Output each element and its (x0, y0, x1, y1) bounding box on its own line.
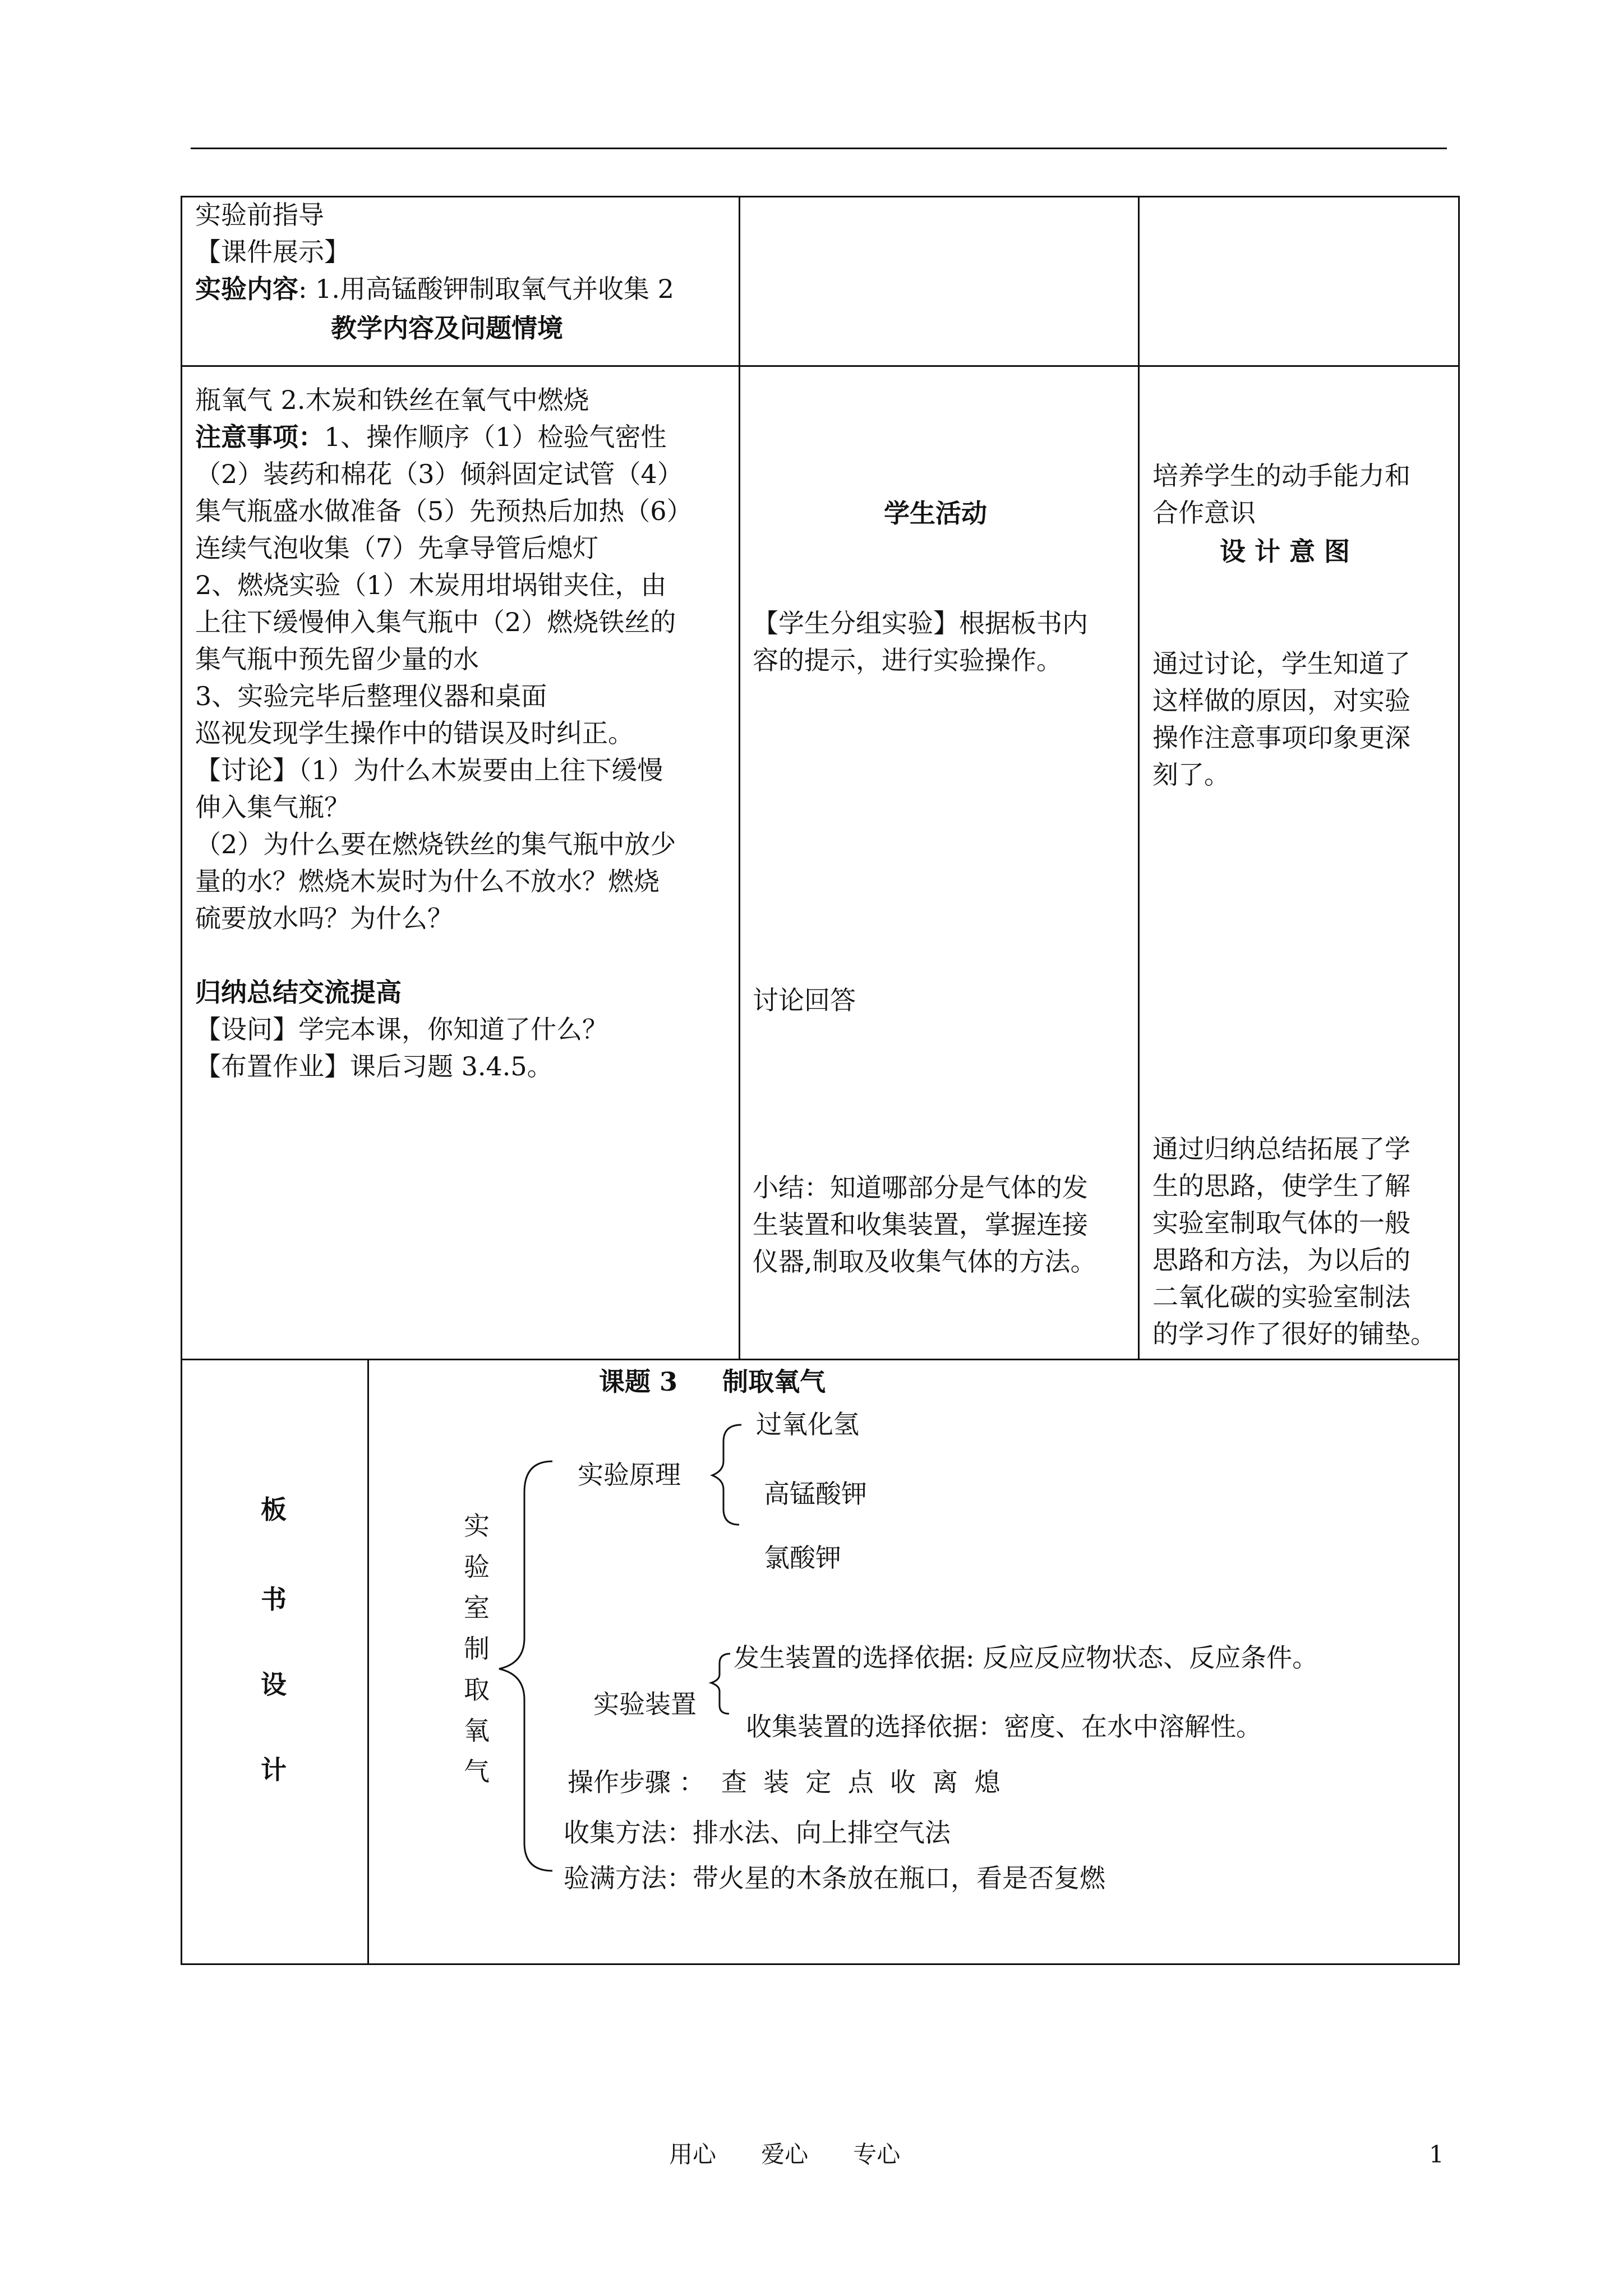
notes-line: 集气瓶盛水做准备（5）先预热后加热（6） (195, 496, 693, 526)
notes-line: 上往下缓慢伸入集气瓶中（2）燃烧铁丝的 (195, 607, 676, 637)
content-text: : 1.用高锰酸钾制取氧气并收集 2 (298, 274, 674, 304)
col2-header: 学生活动 (884, 498, 987, 528)
discuss-line: 刻了。 (1152, 760, 1230, 790)
intro-line: 培养学生的动手能力和 (1152, 461, 1410, 491)
summary-line: 仪器,制取及收集气体的方法。 (753, 1246, 1096, 1277)
row1-line-courseware: 【课件展示】 (195, 237, 350, 267)
full-check-line: 验满方法：带火星的木条放在瓶口，看是否复燃 (564, 1863, 1105, 1893)
discuss-line: 这样做的原因，对实验 (1152, 685, 1410, 716)
notes-label: 注意事项： (195, 422, 324, 452)
main-char: 实 (464, 1511, 490, 1541)
discussion-line: 【讨论】（1）为什么木炭要由上往下缓慢 (195, 755, 663, 785)
summary-line: 思路和方法，为以后的 (1152, 1245, 1410, 1275)
question-line: 【设问】学完本课，你知道了什么？ (195, 1014, 608, 1045)
page-number: 1 (1429, 2141, 1444, 2168)
content-label: 实验内容 (195, 274, 298, 304)
summary-line: 二氧化碳的实验室制法 (1152, 1282, 1410, 1312)
steps-line: 操作步骤 ： 查 装 定 点 收 离 熄 (568, 1767, 1000, 1797)
notes-line: 巡视发现学生操作中的错误及时纠正。 (195, 718, 634, 748)
discussion-line: 伸入集气瓶？ (195, 792, 350, 822)
summary-line: 的学习作了很好的铺垫。 (1152, 1319, 1436, 1349)
apparatus-label: 实验装置 (593, 1689, 697, 1719)
col3-header: 设 计 意 图 (1220, 536, 1350, 567)
principle-label: 实验原理 (578, 1460, 681, 1490)
notes-line: （2）装药和棉花（3）倾斜固定试管（4） (195, 459, 683, 489)
board-label-char: 设 (261, 1669, 287, 1700)
discussion-line: （2）为什么要在燃烧铁丝的集气瓶中放少 (195, 829, 676, 859)
notes-line: 连续气泡收集（7）先拿导管后熄灯 (195, 533, 599, 563)
notes-line: 集气瓶中预先留少量的水 (195, 644, 479, 674)
main-char: 氧 (464, 1715, 490, 1746)
main-char: 取 (464, 1674, 490, 1705)
principle-item: 氯酸钾 (764, 1543, 841, 1573)
activity-line: 【学生分组实验】根据板书内 (753, 608, 1088, 638)
apparatus-item: 发生装置的选择依据: 反应反应物状态、反应条件。 (734, 1642, 1318, 1673)
board-label-char: 书 (261, 1584, 287, 1614)
board-title: 课题 3 制取氧气 (599, 1366, 826, 1397)
collect-line: 收集方法：排水法、向上排空气法 (564, 1818, 951, 1848)
activity-line: 容的提示，进行实验操作。 (753, 645, 1062, 675)
summary-line: 实验室制取气体的一般 (1152, 1208, 1410, 1238)
summary-line: 小结：知道哪部分是气体的发 (753, 1172, 1088, 1203)
summary-line: 生装置和收集装置，掌握连接 (753, 1209, 1088, 1240)
principle-item: 过氧化氢 (756, 1409, 859, 1439)
board-label-char: 板 (261, 1494, 287, 1525)
row1-line-guidance: 实验前指导 (195, 200, 324, 230)
discuss-line: 操作注意事项印象更深 (1152, 723, 1410, 753)
principle-item: 高锰酸钾 (764, 1479, 867, 1509)
homework-line: 【布置作业】课后习题 3.4.5。 (195, 1051, 553, 1082)
summary-title: 归纳总结交流提高 (195, 977, 402, 1007)
notes-first: 1、操作顺序（1）检验气密性 (324, 422, 667, 452)
summary-line: 通过归纳总结拓展了学 (1152, 1134, 1410, 1164)
col2-discuss: 讨论回答 (753, 985, 856, 1015)
footer-motto: 用心 爱心 专心 (669, 2141, 901, 2168)
row2-line-1: 瓶氧气 2.木炭和铁丝在氧气中燃烧 (195, 385, 589, 415)
discussion-line: 量的水？燃烧木炭时为什么不放水？燃烧 (195, 866, 660, 896)
col1-header: 教学内容及问题情境 (331, 313, 563, 343)
board-label-char: 计 (261, 1755, 287, 1785)
notes-line: 2、燃烧实验（1）木炭用坩埚钳夹住，由 (195, 570, 667, 600)
main-char: 气 (464, 1756, 490, 1787)
summary-line: 生的思路，使学生了解 (1152, 1171, 1410, 1201)
discuss-line: 通过讨论，学生知道了 (1152, 648, 1410, 679)
apparatus-item: 收集装置的选择依据：密度、在水中溶解性。 (746, 1711, 1262, 1742)
intro-line: 合作意识 (1152, 498, 1256, 528)
notes-line: 3、实验完毕后整理仪器和桌面 (195, 681, 547, 711)
main-char: 制 (464, 1634, 490, 1664)
main-char: 室 (464, 1593, 490, 1623)
discussion-line: 硫要放水吗？为什么？ (195, 903, 453, 933)
main-char: 验 (464, 1552, 490, 1582)
